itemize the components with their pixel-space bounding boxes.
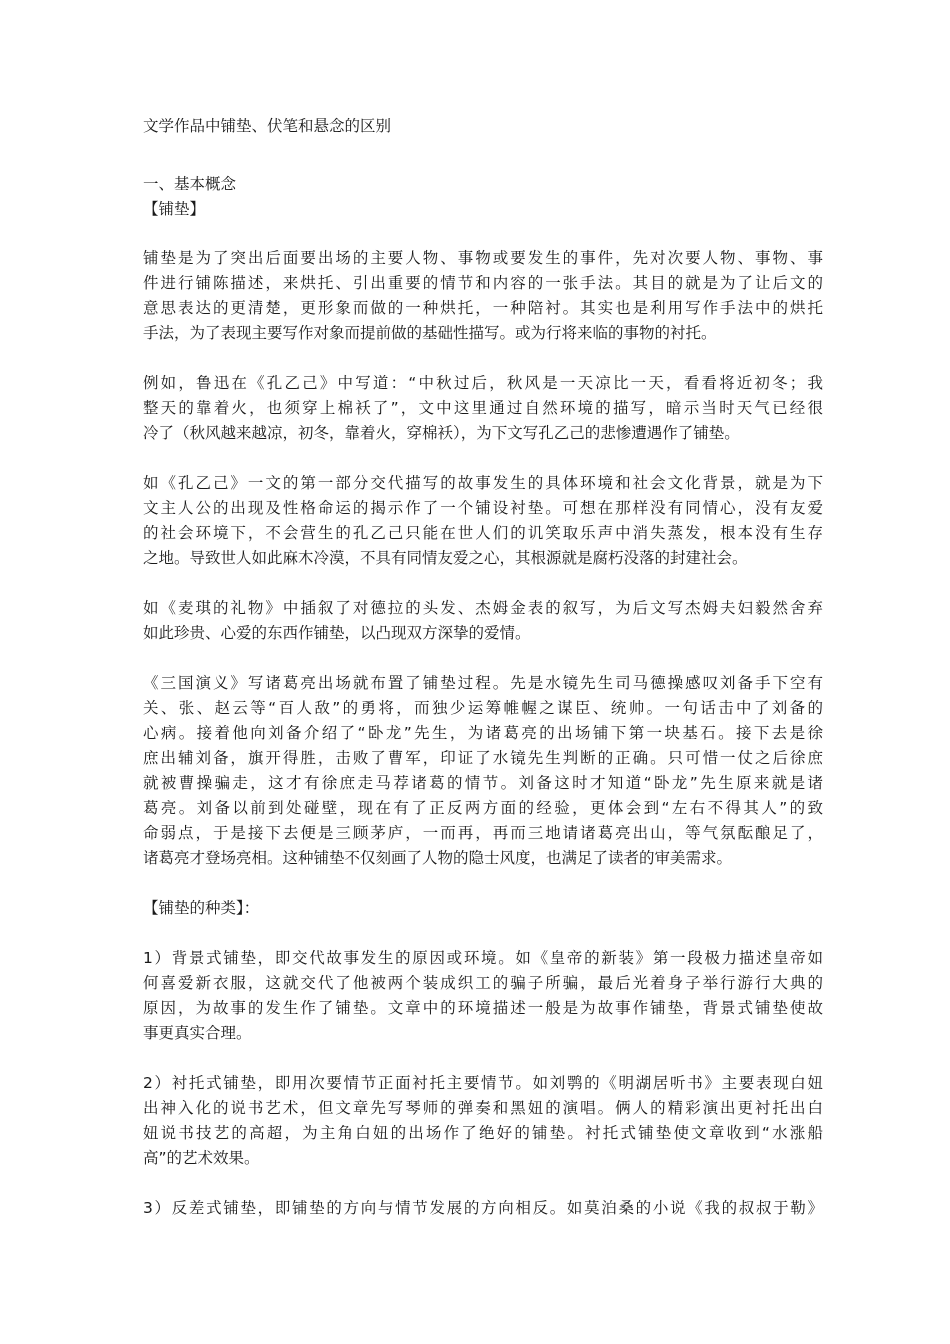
text-line: 如《麦琪的礼物》中插叙了对德拉的头发、杰姆金表的叙写，为后文写杰姆夫妇毅然舍弃 xyxy=(143,599,823,617)
paragraph-kongyiji-background xyxy=(143,471,823,571)
text-line: 意思表达的更清楚，更形象而做的一种烘托，一种陪衬。其实也是利用写作手法中的烘托 xyxy=(143,299,823,317)
text-line: 高”的艺术效果。 xyxy=(143,1149,260,1167)
text-line: 事更真实合理。 xyxy=(143,1024,252,1042)
text-line: 妞说书技艺的高超，为主角白妞的出场作了绝好的铺垫。衬托式铺垫使文章收到“水涨船 xyxy=(143,1124,823,1142)
paragraph-type-contrast xyxy=(143,1071,823,1171)
text-line: 《三国演义》写诸葛亮出场就布置了铺垫过程。先是水镜先生司马德操感叹刘备手下空有 xyxy=(143,674,823,692)
text-line: 就被曹操骗走，这才有徐庶走马荐诸葛的情节。刘备这时才知道“卧龙”先生原来就是诸 xyxy=(143,774,823,792)
text-line: 诸葛亮才登场亮相。这种铺垫不仅刻画了人物的隐士风度，也满足了读者的审美需求。 xyxy=(143,849,733,867)
text-line: 例如，鲁迅在《孔乙己》中写道：“中秋过后，秋风是一天凉比一天，看看将近初冬；我 xyxy=(143,374,823,392)
paragraph-definition xyxy=(143,246,823,346)
spacer xyxy=(143,139,823,172)
text-line: 庶出辅刘备，旗开得胜，击败了曹军，印证了水镜先生判断的正确。只可惜一仗之后徐庶 xyxy=(143,749,823,767)
text-line: 手法，为了表现主要写作对象而提前做的基础性描写。或为行将来临的事物的衬托。 xyxy=(143,324,717,342)
document-title: 文学作品中铺垫、伏笔和悬念的区别 xyxy=(143,117,392,135)
subheading-types xyxy=(143,896,823,921)
text-line: 1）背景式铺垫，即交代故事发生的原因或环境。如《皇帝的新装》第一段极力描述皇帝如 xyxy=(143,949,823,967)
text-line: 3）反差式铺垫，即铺垫的方向与情节发展的方向相反。如莫泊桑的小说《我的叔叔于勒》 xyxy=(143,1199,823,1217)
text-line: 命弱点，于是接下去便是三顾茅庐，一而再，再而三地请诸葛亮出山，等气氛酝酿足了， xyxy=(143,824,823,842)
text-line: 之地。导致世人如此麻木冷漠，不具有同情友爱之心，其根源就是腐朽没落的封建社会。 xyxy=(143,549,748,567)
text-line: 原因，为故事的发生作了铺垫。文章中的环境描述一般是为故事作铺垫，背景式铺垫使故 xyxy=(143,999,823,1017)
paragraph-example-kongyiji xyxy=(143,371,823,446)
paragraph-type-background xyxy=(143,946,823,1046)
spacer xyxy=(143,222,823,246)
text-line: 铺垫是为了突出后面要出场的主要人物、事物或要发生的事件，先对次要人物、事物、事 xyxy=(143,249,823,267)
paragraph-three-kingdoms xyxy=(143,671,823,871)
text-line: 出神入化的说书艺术，但文章先写琴师的弹奏和黑妞的演唱。俩人的精彩演出更衬托出白 xyxy=(143,1099,823,1117)
text-line: 如《孔乙己》一文的第一部分交代描写的故事发生的具体环境和社会文化背景，就是为下 xyxy=(143,474,823,492)
document-page xyxy=(143,114,823,1246)
text-line: 的社会环境下，不会营生的孔乙己只能在世人们的讥笑取乐声中消失蒸发，根本没有生存 xyxy=(143,524,823,542)
text-line: 心病。接着他向刘备介绍了“卧龙”先生，为诸葛亮的出场铺下第一块基石。接下去是徐 xyxy=(143,724,823,742)
text-line: 冷了（秋风越来越凉，初冬，靠着火，穿棉袄），为下文写孔乙己的悲惨遭遇作了铺垫。 xyxy=(143,424,740,442)
text-line: 件进行铺陈描述，来烘托、引出重要的情节和内容的一张手法。其目的就是为了让后文的 xyxy=(143,274,823,292)
text-line: 2）衬托式铺垫，即用次要情节正面衬托主要情节。如刘鹗的《明湖居听书》主要表现白妞 xyxy=(143,1074,823,1092)
text-line: 如此珍贵、心爱的东西作铺垫，以凸现双方深挚的爱情。 xyxy=(143,624,531,642)
text-line: 【铺垫的种类】： xyxy=(143,899,260,917)
text-line: 何喜爱新衣服，这就交代了他被两个装成织工的骗子所骗，最后光着身子举行游行大典的 xyxy=(143,974,823,992)
section-heading: 一、基本概念 xyxy=(143,175,237,193)
text-line: 葛亮。刘备以前到处碰壁，现在有了正反两方面的经验，更体会到“左右不得其人”的致 xyxy=(143,799,823,817)
paragraph-gift-of-magi xyxy=(143,596,823,646)
text-line: 文主人公的出现及性格命运的揭示作了一个铺设衬垫。可想在那样没有同情心，没有友爱 xyxy=(143,499,823,517)
text-line: 整天的靠着火，也须穿上棉袄了”，文中这里通过自然环境的描写，暗示当时天气已经很 xyxy=(143,399,823,417)
text-line: 关、张、赵云等“百人敌”的勇将，而独少运筹帷幄之谋臣、统帅。一句话击中了刘备的 xyxy=(143,699,823,717)
subheading-pudian: 【铺垫】 xyxy=(143,200,206,218)
paragraph-type-reverse xyxy=(143,1196,823,1221)
